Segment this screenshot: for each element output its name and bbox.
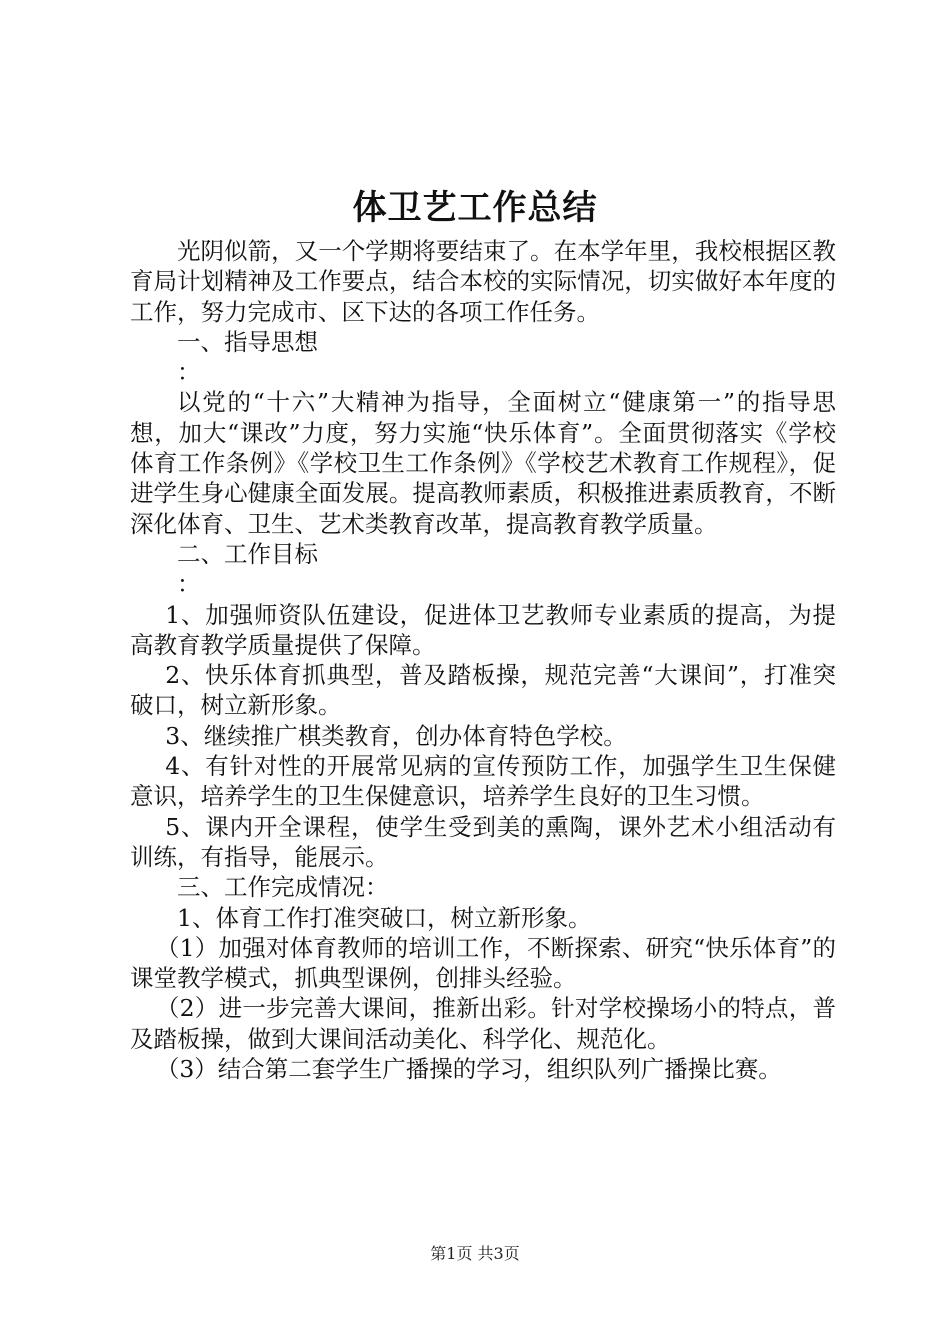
heading-colon: ：	[177, 570, 201, 599]
goal-item: 2、快乐体育抓典型，普及踏板操，规范完善“大课间”，打准突破口，树立新形象。	[130, 661, 836, 720]
heading-completion: 三、工作完成情况：	[177, 873, 389, 902]
list-item: （1）加强对体育教师的培训工作，不断探索、研究“快乐体育”的课堂教学模式，抓典型课例，创排头经验。	[130, 933, 836, 993]
goal-item: 1、加强师资队伍建设，促进体卫艺教师专业素质的提高，为提高教育教学质量提供了保障。	[130, 600, 836, 659]
list-item: （2）进一步完善大课间，推新出彩。针对学校操场小的特点，普及踏板操，做到大课间活动美化、科学化、规范化。	[130, 994, 836, 1053]
page-footer: 第1页 共3页	[430, 1244, 520, 1263]
goal-item: 5、课内开全课程，使学生受到美的熏陶，课外艺术小组活动有训练，有指导，能展示。	[130, 812, 836, 871]
heading-work-goals: 二、工作目标	[177, 539, 318, 568]
document-title: 体卫艺工作总结	[352, 188, 598, 228]
document-body	[130, 236, 836, 1084]
goal-item: 3、继续推广棋类教育，创办体育特色学校。	[165, 721, 627, 750]
goal-item: 4、有针对性的开展常见病的宣传预防工作，加强学生卫生保健意识，培养学生的卫生保健意识，培养学生良好的卫生习惯。	[130, 752, 836, 811]
paragraph-guiding-thought: 以党的“十六”大精神为指导，全面树立“健康第一”的指导思想，加大“课改”力度，努力实施“快乐体育”。全面贯彻落实《学校体育工作条例》《学校卫生工作条例》《学校艺术教育工作规程》，促进学生身心健康全面发展。提高教师素质，积极推进素质教育，不断深化体育、卫生、艺术类教育改革，提高教育教学质量。	[130, 388, 836, 538]
heading-colon: ：	[177, 358, 201, 387]
subheading-sports: 1、体育工作打准突破口，树立新形象。	[177, 903, 592, 932]
list-item: （3）结合第二套学生广播操的学习，组织队列广播操比赛。	[155, 1055, 782, 1084]
heading-guiding-thought: 一、指导思想	[177, 327, 318, 356]
paragraph-intro: 光阴似箭，又一个学期将要结束了。在本学年里，我校根据区教育局计划精神及工作要点，结合本校的实际情况，切实做好本年度的工作，努力完成市、区下达的各项工作任务。	[130, 237, 836, 326]
